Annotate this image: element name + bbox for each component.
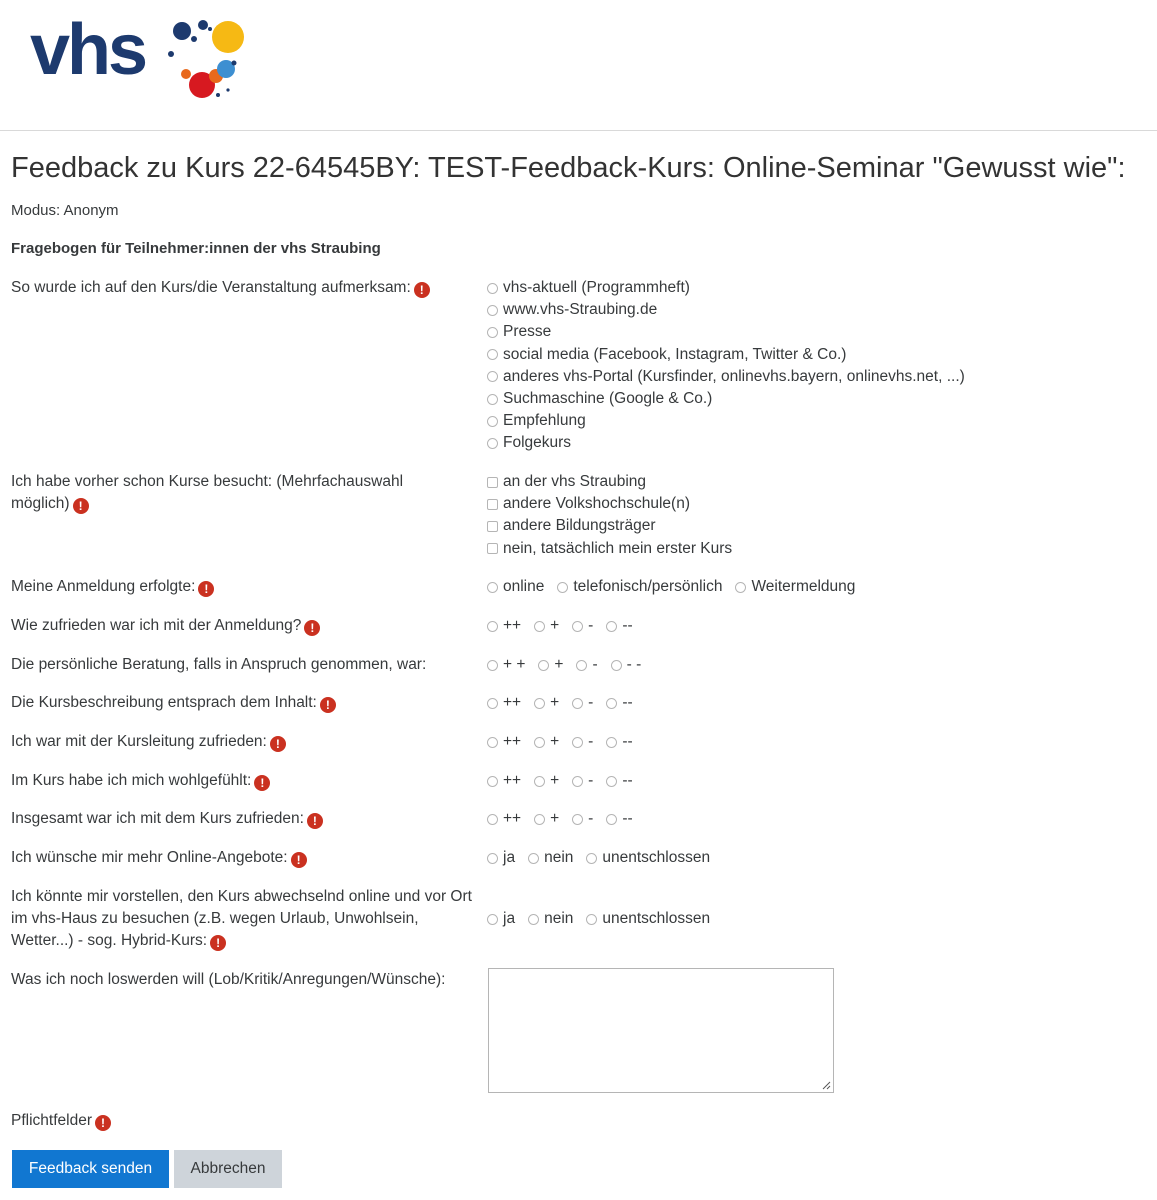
radio-button[interactable] [538, 660, 549, 671]
question-label-course-leader: Ich war mit der Kursleitung zufrieden: ! [11, 731, 481, 753]
question-label-registration: Meine Anmeldung erfolgte: ! [11, 576, 481, 598]
course-description-options [487, 692, 646, 714]
required-icon: ! [270, 736, 286, 752]
radio-button[interactable] [487, 660, 498, 671]
question-label-comments: Was ich noch loswerden will (Lob/Kritik/Anregungen/Wünsche): [11, 971, 446, 988]
required-icon: ! [73, 498, 89, 514]
radio-option[interactable]: Folgekurs [487, 432, 965, 454]
radio-option[interactable]: - [572, 615, 593, 637]
radio-option[interactable]: online [487, 576, 544, 598]
radio-option[interactable]: -- [606, 770, 632, 792]
radio-button[interactable] [534, 776, 545, 787]
overall-satisfaction-options [487, 808, 646, 830]
checkbox-option[interactable]: andere Volkshochschule(n) [487, 493, 732, 515]
radio-option[interactable]: - [572, 692, 593, 714]
radio-button[interactable] [534, 737, 545, 748]
attention-source-options [487, 277, 965, 455]
radio-button[interactable] [606, 698, 617, 709]
radio-option[interactable]: + [538, 654, 563, 676]
radio-button[interactable] [528, 853, 539, 864]
wellbeing-options [487, 770, 646, 792]
radio-button[interactable] [586, 853, 597, 864]
radio-button[interactable] [572, 621, 583, 632]
required-icon: ! [307, 813, 323, 829]
question-label-hybrid-course: Ich könnte mir vorstellen, den Kurs abwechselnd online und vor Ort im vhs-Haus zu besuchen (z.B. wegen Urlaub, Unwohlsein, Wetter...) - sog. Hybrid-Kurs: ! [11, 888, 472, 950]
mode-label: Modus: Anonym [11, 202, 119, 219]
radio-option[interactable]: - [576, 654, 597, 676]
radio-button[interactable] [487, 305, 498, 316]
page-header [0, 0, 1157, 131]
radio-option[interactable]: ja [487, 908, 515, 930]
question-label-attention-source: So wurde ich auf den Kurs/die Veranstaltung aufmerksam: ! [11, 277, 481, 299]
radio-option[interactable]: ++ [487, 808, 521, 830]
checkbox[interactable] [487, 477, 498, 488]
radio-button[interactable] [557, 582, 568, 593]
hybrid-course-options [487, 908, 723, 930]
radio-option[interactable]: + [534, 808, 559, 830]
radio-option[interactable]: + [534, 692, 559, 714]
radio-option[interactable]: -- [606, 692, 632, 714]
radio-option[interactable]: unentschlossen [586, 847, 710, 869]
radio-button[interactable] [487, 582, 498, 593]
radio-option[interactable]: unentschlossen [586, 908, 710, 930]
radio-button[interactable] [606, 621, 617, 632]
question-label-more-online: Ich wünsche mir mehr Online-Angebote: ! [11, 847, 481, 869]
required-icon: ! [198, 581, 214, 597]
radio-button[interactable] [735, 582, 746, 593]
radio-option[interactable]: vhs-aktuell (Programmheft) [487, 277, 965, 299]
radio-option[interactable]: www.vhs-Straubing.de [487, 299, 965, 321]
radio-option[interactable]: - [572, 808, 593, 830]
radio-option[interactable]: Weitermeldung [735, 576, 855, 598]
comments-textarea[interactable] [488, 968, 834, 1093]
radio-option[interactable]: -- [606, 615, 632, 637]
radio-button[interactable] [572, 737, 583, 748]
radio-button[interactable] [572, 776, 583, 787]
radio-option[interactable]: + [534, 770, 559, 792]
cancel-button[interactable]: Abbrechen [174, 1150, 282, 1188]
question-label-registration-satisfaction: Wie zufrieden war ich mit der Anmeldung? ! [11, 615, 481, 637]
radio-option[interactable]: Presse [487, 321, 965, 343]
required-icon: ! [95, 1115, 111, 1131]
radio-option[interactable]: + [534, 731, 559, 753]
radio-option[interactable]: ++ [487, 692, 521, 714]
radio-button[interactable] [487, 349, 498, 360]
question-label-personal-advice: Die persönliche Beratung, falls in Anspruch genommen, war: [11, 656, 427, 673]
radio-button[interactable] [606, 814, 617, 825]
course-leader-options [487, 731, 646, 753]
radio-button[interactable] [487, 776, 498, 787]
radio-button[interactable] [487, 416, 498, 427]
radio-button[interactable] [487, 371, 498, 382]
page-title: Feedback zu Kurs 22-64545BY: TEST-Feedback-Kurs: Online-Seminar "Gewusst wie": [11, 152, 1126, 184]
personal-advice-options [487, 654, 654, 676]
checkbox-option[interactable]: an der vhs Straubing [487, 471, 732, 493]
form-heading: Fragebogen für Teilnehmer:innen der vhs Straubing [11, 240, 381, 257]
question-label-wellbeing: Im Kurs habe ich mich wohlgefühlt: ! [11, 770, 481, 792]
required-fields-note: Pflichtfelder ! [11, 1112, 111, 1131]
radio-button[interactable] [611, 660, 622, 671]
radio-option[interactable]: + [534, 615, 559, 637]
question-label-course-description: Die Kursbeschreibung entsprach dem Inhalt: ! [11, 692, 481, 714]
radio-button[interactable] [606, 776, 617, 787]
radio-option[interactable]: - - [611, 654, 642, 676]
required-icon: ! [210, 935, 226, 951]
previous-courses-options [487, 471, 732, 560]
radio-option[interactable]: - [572, 731, 593, 753]
radio-option[interactable]: ++ [487, 770, 521, 792]
radio-option[interactable]: anderes vhs-Portal (Kursfinder, onlinevhs.bayern, onlinevhs.net, ...) [487, 366, 965, 388]
registration-satisfaction-options [487, 615, 646, 637]
radio-option[interactable]: ++ [487, 731, 521, 753]
radio-option[interactable]: -- [606, 808, 632, 830]
question-label-previous-courses: Ich habe vorher schon Kurse besucht: (Mehrfachauswahl möglich) ! [11, 473, 404, 513]
radio-button[interactable] [487, 853, 498, 864]
radio-option[interactable]: social media (Facebook, Instagram, Twitter & Co.) [487, 344, 965, 366]
radio-button[interactable] [487, 438, 498, 449]
radio-option[interactable]: nein [528, 908, 573, 930]
required-icon: ! [291, 852, 307, 868]
radio-option[interactable]: ++ [487, 615, 521, 637]
radio-button[interactable] [487, 327, 498, 338]
radio-option[interactable]: Suchmaschine (Google & Co.) [487, 388, 965, 410]
radio-button[interactable] [528, 914, 539, 925]
required-icon: ! [414, 282, 430, 298]
required-icon: ! [254, 775, 270, 791]
radio-button[interactable] [534, 621, 545, 632]
question-label-overall-satisfaction: Insgesamt war ich mit dem Kurs zufrieden: ! [11, 808, 481, 830]
checkbox[interactable] [487, 521, 498, 532]
radio-option[interactable]: - [572, 770, 593, 792]
checkbox[interactable] [487, 543, 498, 554]
radio-option[interactable]: telefonisch/persönlich [557, 576, 722, 598]
radio-button[interactable] [586, 914, 597, 925]
radio-button[interactable] [487, 394, 498, 405]
checkbox-option[interactable]: andere Bildungsträger [487, 515, 732, 537]
radio-button[interactable] [534, 698, 545, 709]
radio-option[interactable]: ja [487, 847, 515, 869]
radio-option[interactable]: nein [528, 847, 573, 869]
radio-button[interactable] [487, 621, 498, 632]
radio-button[interactable] [487, 914, 498, 925]
radio-button[interactable] [534, 814, 545, 825]
radio-option[interactable]: + + [487, 654, 525, 676]
radio-button[interactable] [572, 814, 583, 825]
checkbox-option[interactable]: nein, tatsächlich mein erster Kurs [487, 538, 732, 560]
radio-button[interactable] [572, 698, 583, 709]
required-icon: ! [304, 620, 320, 636]
logo-text: vhs [30, 10, 146, 90]
more-online-options [487, 847, 723, 869]
registration-options [487, 576, 868, 598]
required-icon: ! [320, 697, 336, 713]
radio-button[interactable] [487, 814, 498, 825]
radio-button[interactable] [487, 698, 498, 709]
resize-handle-icon[interactable] [821, 1080, 831, 1090]
radio-option[interactable]: -- [606, 731, 632, 753]
radio-option[interactable]: Empfehlung [487, 410, 965, 432]
radio-button[interactable] [606, 737, 617, 748]
radio-button[interactable] [576, 660, 587, 671]
radio-button[interactable] [487, 737, 498, 748]
radio-button[interactable] [487, 283, 498, 294]
checkbox[interactable] [487, 499, 498, 510]
logo-dots-icon [168, 17, 248, 102]
submit-feedback-button[interactable]: Feedback senden [12, 1150, 169, 1188]
